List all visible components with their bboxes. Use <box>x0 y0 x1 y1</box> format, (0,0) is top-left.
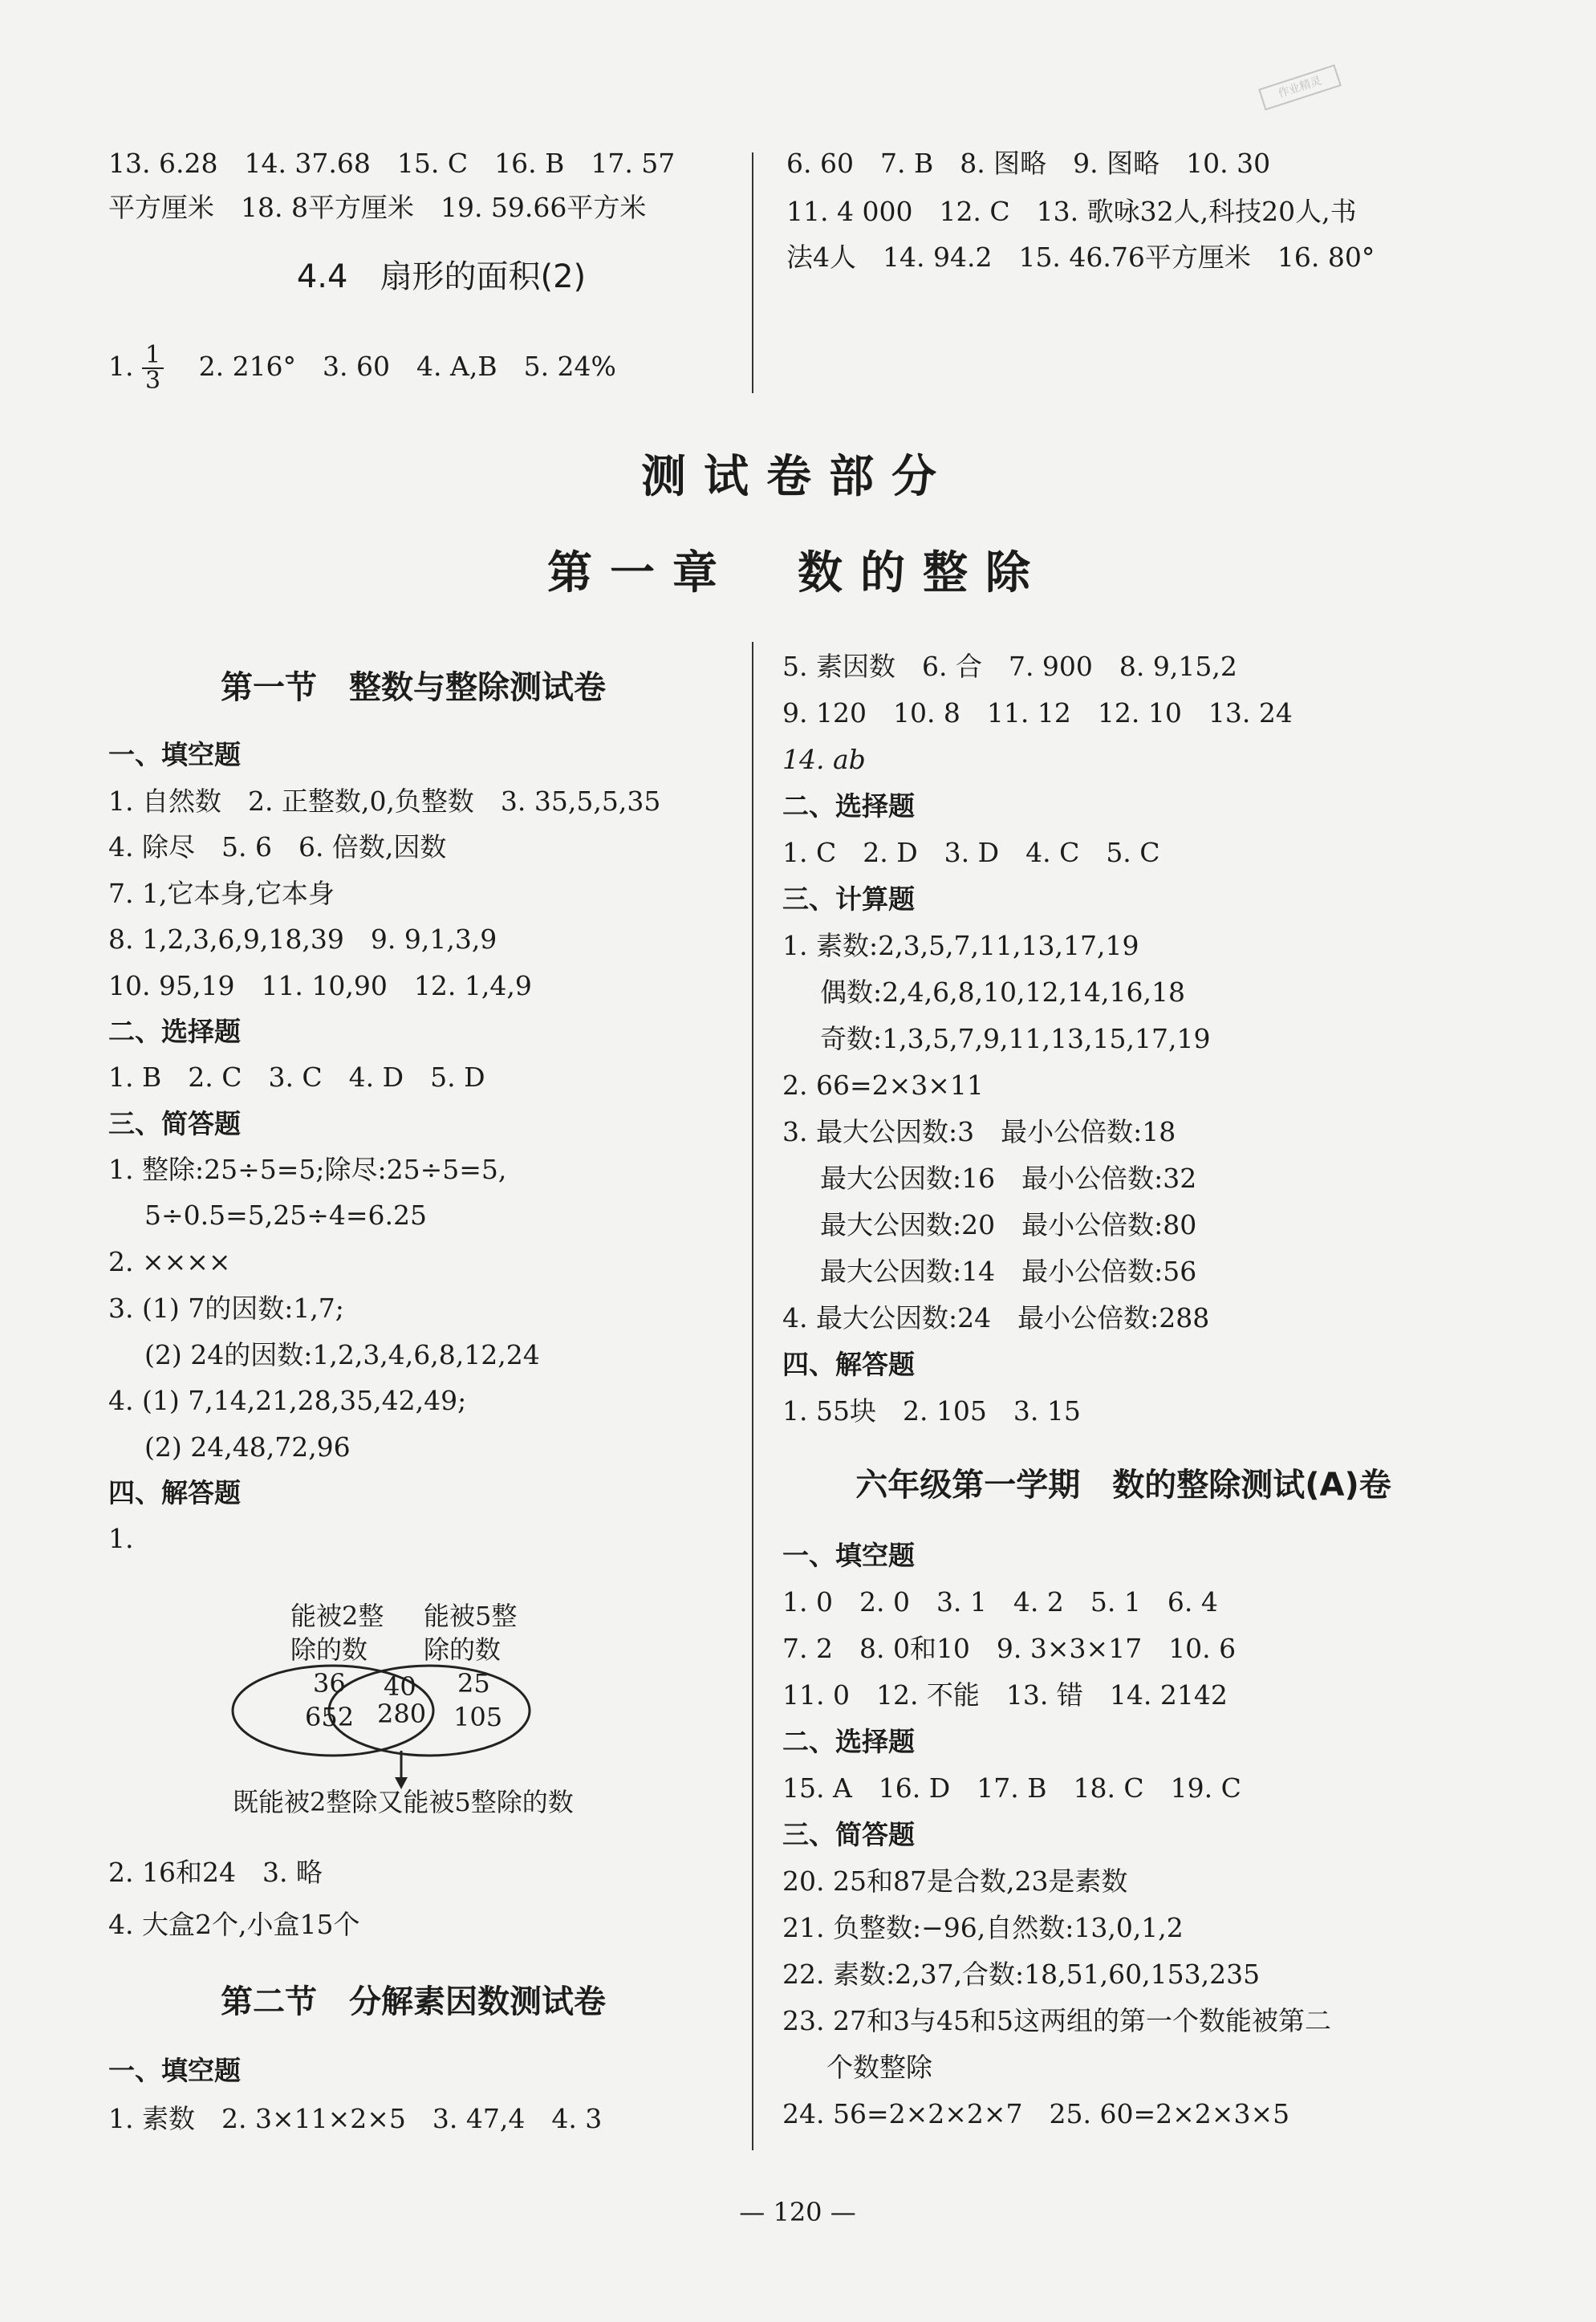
right-heading-choice: 二、选择题 <box>782 790 915 822</box>
fraction-one-third: $\frac{1}{3}$ <box>142 343 164 393</box>
right-line-11: 最大公因数:20 最小公倍数:80 <box>820 1209 1197 1240</box>
venn-label-div-by-5-a: 能被5整 <box>424 1601 518 1631</box>
right-line-5: 1. 素数:2,3,5,7,11,13,17,19 <box>782 930 1139 961</box>
right-line-1: 5. 素因数 6. 合 7. 900 8. 9,15,2 <box>782 651 1237 682</box>
part-title: 测试卷部分 <box>641 451 954 503</box>
left-line-11: (2) 24的因数:1,2,3,4,6,8,12,24 <box>144 1339 540 1370</box>
left-line-12: 4. (1) 7,14,21,28,35,42,49; <box>108 1385 467 1416</box>
venn-label-div-by-5-b: 除的数 <box>424 1634 502 1665</box>
venn-value-left-2: 652 <box>305 1702 355 1732</box>
right-line-19: 20. 25和87是合数,23是素数 <box>782 1865 1128 1897</box>
left-line-13: (2) 24,48,72,96 <box>144 1431 351 1463</box>
right-heading-calc: 三、计算题 <box>782 883 915 915</box>
right-line-17: 11. 0 12. 不能 13. 错 14. 2142 <box>782 1679 1228 1711</box>
left-line-15: 2. 16和24 3. 略 <box>108 1857 323 1888</box>
venn-value-left-1: 36 <box>313 1668 346 1699</box>
top-left-line-3: 1. $\frac{1}{3}$ 2. 216° 3. 60 4. A,B 5. 24% <box>108 341 616 395</box>
right-line-9: 3. 最大公因数:3 最小公倍数:18 <box>782 1116 1176 1147</box>
right-line-14: 1. 55块 2. 105 3. 15 <box>782 1395 1081 1427</box>
right-line-10: 最大公因数:16 最小公倍数:32 <box>820 1163 1197 1194</box>
column-divider-top <box>752 152 753 393</box>
right-line-20: 21. 负整数:−96,自然数:13,0,1,2 <box>782 1912 1184 1943</box>
venn-value-mid-1: 40 <box>384 1671 416 1702</box>
section-title-sector-area: 4.4 扇形的面积(2) <box>296 258 587 295</box>
left-line-8: 5÷0.5=5,25÷4=6.25 <box>144 1200 428 1231</box>
venn-caption: 既能被2整除又能被5整除的数 <box>233 1787 574 1817</box>
left-heading-solve: 四、解答题 <box>108 1477 241 1508</box>
left-line-10: 3. (1) 7的因数:1,7; <box>108 1293 344 1324</box>
venn-value-right-2: 105 <box>453 1702 503 1732</box>
right-line-4: 1. C 2. D 3. D 4. C 5. C <box>782 837 1160 868</box>
left-heading-fill-blanks: 一、填空题 <box>108 739 241 770</box>
right-heading-fill-blanks: 一、填空题 <box>782 1540 915 1571</box>
venn-label-div-by-2-b: 除的数 <box>290 1634 368 1665</box>
right-line-7: 奇数:1,3,5,7,9,11,13,15,17,19 <box>820 1023 1211 1054</box>
right-line-24: 24. 56=2×2×2×7 25. 60=2×2×3×5 <box>782 2098 1290 2129</box>
right-line-3: 14. ab <box>782 744 866 775</box>
chapter-title: 第一章 数的整除 <box>547 547 1048 599</box>
right-line-18: 15. A 16. D 17. B 18. C 19. C <box>782 1772 1241 1804</box>
left-line-3: 7. 1,它本身,它本身 <box>108 878 335 909</box>
left-line-9: 2. ×××× <box>108 1246 231 1277</box>
venn-value-mid-2: 280 <box>377 1699 427 1729</box>
column-divider-main <box>752 642 753 2150</box>
left-heading-choice: 二、选择题 <box>108 1016 241 1047</box>
left-line-2: 4. 除尽 5. 6 6. 倍数,因数 <box>108 831 447 863</box>
left-line-4: 8. 1,2,3,6,9,18,39 9. 9,1,3,9 <box>108 924 497 955</box>
top-left-line-2: 平方厘米 18. 8平方厘米 19. 59.66平方米 <box>108 192 647 223</box>
venn-value-right-1: 25 <box>457 1668 490 1699</box>
right-line-6: 偶数:2,4,6,8,10,12,14,16,18 <box>820 976 1185 1008</box>
right-heading-choice-2: 二、选择题 <box>782 1726 915 1757</box>
left-line-5: 10. 95,19 11. 10,90 12. 1,4,9 <box>108 970 532 1001</box>
section-grade6-test-title: 六年级第一学期 数的整除测试(A)卷 <box>855 1467 1391 1504</box>
top-right-line-2: 11. 4 000 12. C 13. 歌咏32人,科技20人,书 <box>786 196 1357 227</box>
section-2-title: 第二节 分解素因数测试卷 <box>221 1983 606 2020</box>
right-line-2: 9. 120 10. 8 11. 12 12. 10 13. 24 <box>782 697 1293 729</box>
right-heading-short-answer: 三、简答题 <box>782 1819 915 1850</box>
top-right-line-3: 法4人 14. 94.2 15. 46.76平方厘米 16. 80° <box>786 242 1375 273</box>
left-line-14: 1. <box>108 1523 134 1554</box>
right-line-12: 最大公因数:14 最小公倍数:56 <box>820 1256 1197 1287</box>
venn-label-div-by-2-a: 能被2整 <box>290 1601 384 1631</box>
right-line-15: 1. 0 2. 0 3. 1 4. 2 5. 1 6. 4 <box>782 1586 1218 1618</box>
left-line-7: 1. 整除:25÷5=5;除尽:25÷5=5, <box>108 1154 507 1185</box>
page-number: — 120 — <box>739 2197 856 2227</box>
right-line-23: 个数整除 <box>826 2052 932 2083</box>
watermark-stamp: 作业精灵 <box>1258 64 1342 111</box>
left-heading-short-answer: 三、简答题 <box>108 1108 241 1139</box>
top-left-line-1: 13. 6.28 14. 37.68 15. C 16. B 17. 57 <box>108 148 676 179</box>
left-heading-fill-blanks-2: 一、填空题 <box>108 2055 241 2086</box>
section-1-title: 第一节 整数与整除测试卷 <box>221 669 606 706</box>
right-line-13: 4. 最大公因数:24 最小公倍数:288 <box>782 1302 1210 1334</box>
right-line-8: 2. 66=2×3×11 <box>782 1070 984 1101</box>
left-line-6: 1. B 2. C 3. C 4. D 5. D <box>108 1062 485 1093</box>
right-heading-solve: 四、解答题 <box>782 1349 915 1380</box>
right-line-16: 7. 2 8. 0和10 9. 3×3×17 10. 6 <box>782 1633 1237 1664</box>
top-right-line-1: 6. 60 7. B 8. 图略 9. 图略 10. 30 <box>786 148 1271 179</box>
right-line-21: 22. 素数:2,37,合数:18,51,60,153,235 <box>782 1959 1261 1990</box>
right-line-22: 23. 27和3与45和5这两组的第一个数能被第二 <box>782 2005 1331 2036</box>
left-line-16: 4. 大盒2个,小盒15个 <box>108 1909 360 1940</box>
left-line-17: 1. 素数 2. 3×11×2×5 3. 47,4 4. 3 <box>108 2103 603 2134</box>
left-line-1: 1. 自然数 2. 正整数,0,负整数 3. 35,5,5,35 <box>108 786 661 817</box>
